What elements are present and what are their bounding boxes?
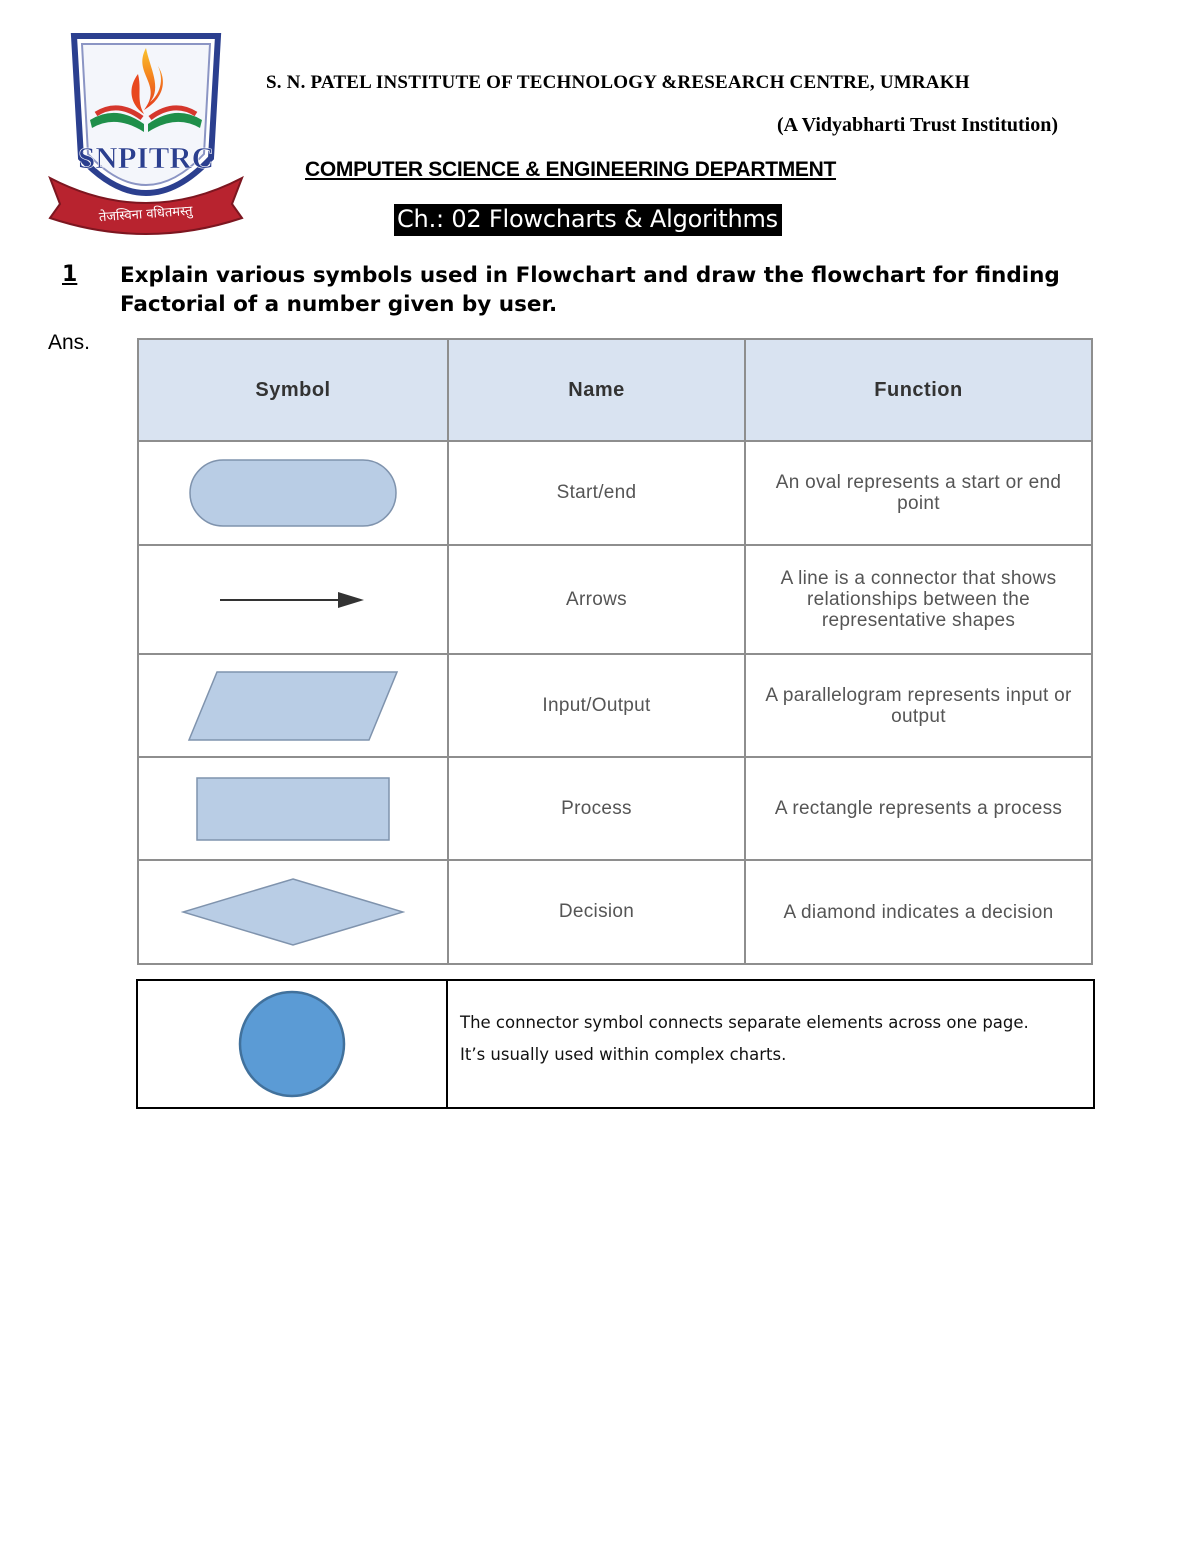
symbol-cell [138, 757, 448, 860]
table-row [138, 860, 1092, 964]
institute-logo [46, 28, 246, 240]
symbol-name: Start/end [448, 441, 745, 545]
answer-label: Ans. [48, 331, 91, 354]
symbol-cell [138, 441, 448, 545]
symbol-name: Process [448, 757, 745, 860]
header-function: Function [745, 339, 1092, 441]
symbol-function: An oval represents a start or end point [745, 441, 1092, 545]
circle-connector-icon [237, 990, 347, 1098]
table-header-row [138, 339, 1092, 441]
svg-text:SNPITRC: SNPITRC [77, 140, 215, 175]
rectangle-shape-icon [195, 776, 391, 842]
question-number: 1 [62, 262, 78, 287]
table-row [138, 441, 1092, 545]
table-row [138, 654, 1092, 757]
table-row [138, 545, 1092, 654]
header-name: Name [448, 339, 745, 441]
symbol-function: A line is a connector that shows relationships between the representative shapes [745, 545, 1092, 654]
connector-description-line2: It’s usually used within complex charts. [460, 1045, 787, 1064]
symbol-name: Arrows [448, 545, 745, 654]
chapter-title: Ch.: 02 Flowcharts & Algorithms [394, 204, 782, 236]
parallelogram-shape-icon [187, 670, 399, 742]
logo-shield-icon [46, 28, 246, 240]
symbol-name: Decision [448, 860, 745, 964]
connector-description-line1: The connector symbol connects separate elements across one page. [460, 1013, 1029, 1032]
symbol-cell [138, 860, 448, 964]
symbol-name: Input/Output [448, 654, 745, 757]
table-row [138, 757, 1092, 860]
symbol-cell [138, 654, 448, 757]
symbol-function: A parallelogram represents input or output [745, 654, 1092, 757]
symbol-function: A diamond indicates a decision [745, 860, 1092, 964]
flowchart-symbols-table [137, 338, 1093, 963]
oval-shape-icon [188, 458, 398, 528]
header-symbol: Symbol [138, 339, 448, 441]
symbol-cell [138, 545, 448, 654]
connector-description [448, 981, 1093, 1107]
svg-text:तेजस्विना वधितमस्तु: तेजस्विना वधितमस्तु [98, 203, 194, 226]
diamond-shape-icon [181, 877, 405, 947]
connector-symbol-table [136, 979, 1095, 1109]
question-text: Explain various symbols used in Flowchart and draw the flowchart for finding Factorial of a number given by user. [120, 263, 1060, 317]
connector-symbol-cell [138, 981, 448, 1107]
department-title: COMPUTER SCIENCE & ENGINEERING DEPARTMENT [305, 158, 837, 181]
trust-name: (A Vidyabharti Trust Institution) [777, 114, 1058, 136]
institute-name: S. N. PATEL INSTITUTE OF TECHNOLOGY &RESEARCH CENTRE, UMRAKH [266, 72, 970, 93]
symbol-function: A rectangle represents a process [745, 757, 1092, 860]
arrow-icon [218, 590, 368, 610]
